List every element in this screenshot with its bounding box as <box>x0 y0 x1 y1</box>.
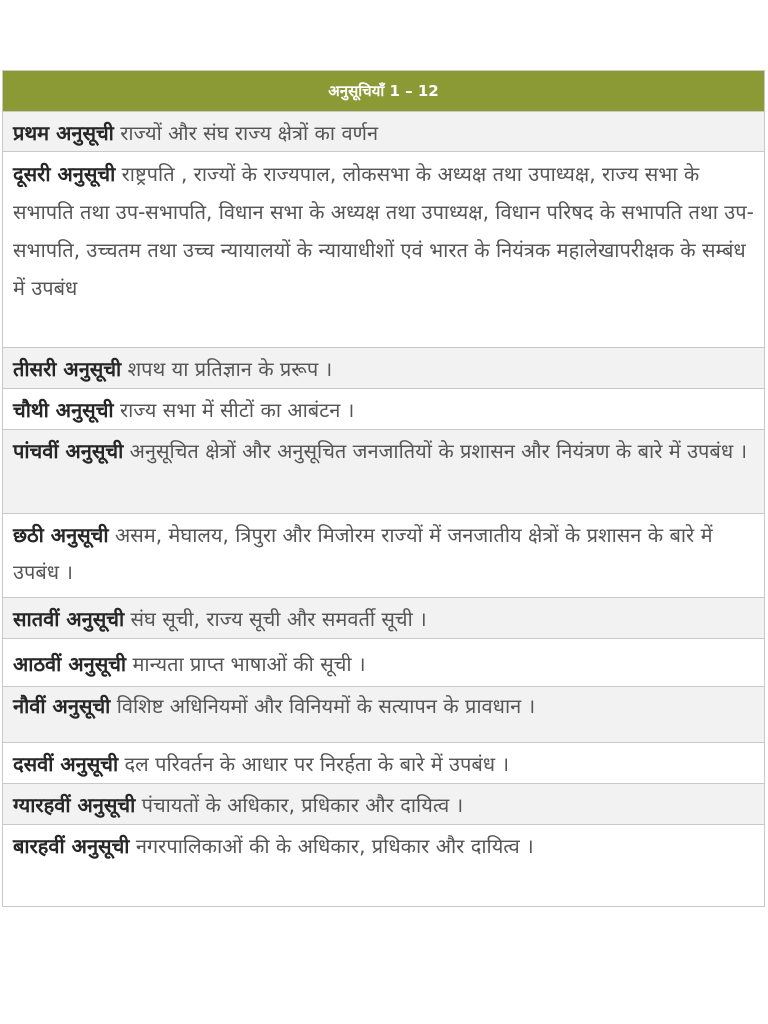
schedule-name: छठी अनुसूची <box>13 523 109 547</box>
schedule-rows <box>3 112 764 906</box>
schedule-description: अनुसूचित क्षेत्रों और अनुसूचित जनजातियों के प्रशासन और नियंत्रण के बारे में उपबंध । <box>129 439 748 463</box>
schedule-row <box>3 639 764 687</box>
schedule-name: बारहवीं अनुसूची <box>13 834 130 858</box>
schedule-description: दल परिवर्तन के आधार पर निरर्हता के बारे में उपबंध । <box>124 752 510 776</box>
schedule-description: नगरपालिकाओं की के अधिकार, प्रधिकार और दायित्व । <box>135 834 534 858</box>
schedule-row <box>3 598 764 639</box>
schedule-row <box>3 514 764 598</box>
schedule-description: शपथ या प्रतिज्ञान के प्ररूप । <box>127 357 333 381</box>
schedule-name: पांचवीं अनुसूची <box>13 439 124 463</box>
schedule-description: राष्ट्रपति , राज्यों के राज्यपाल, लोकसभा के अध्यक्ष तथा उपाध्यक्ष, राज्य सभा के सभापति तथा उप-सभापति, विधान सभा के अध्यक्ष तथा उपाध्यक्ष, विधान परिषद के सभापति तथा उप-सभापति, उच्चतम तथा उच्च न्यायालयों के न्यायाधीशों एवं भारत के नियंत्रक महालेखापरीक्षक के सम्बंध में उपबंध <box>13 162 754 300</box>
table-title: अनुसूचियाँ 1 – 12 <box>328 82 439 100</box>
schedule-row <box>3 687 764 743</box>
schedule-description: पंचायतों के अधिकार, प्रधिकार और दायित्व । <box>141 793 464 817</box>
schedule-name: आठवीं अनुसूची <box>13 652 127 676</box>
schedule-name: ग्यारहवीं अनुसूची <box>13 793 136 817</box>
schedule-row <box>3 825 764 906</box>
schedule-description: मान्यता प्राप्त भाषाओं की सूची । <box>132 652 366 676</box>
schedule-row <box>3 152 764 348</box>
schedule-row <box>3 430 764 514</box>
schedule-description: संघ सूची, राज्य सूची और समवर्ती सूची । <box>130 607 427 631</box>
schedule-name: दसवीं अनुसूची <box>13 752 119 776</box>
schedule-description: विशिष्ट अधिनियमों और विनियमों के सत्यापन के प्रावधान । <box>116 694 536 718</box>
schedule-description: असम, मेघालय, त्रिपुरा और मिजोरम राज्यों में जनजातीय क्षेत्रों के प्रशासन के बारे में उपबंध । <box>13 523 713 584</box>
table-header <box>3 71 764 112</box>
schedule-row <box>3 112 764 152</box>
schedule-name: दूसरी अनुसूची <box>13 162 116 186</box>
schedules-table <box>2 70 765 907</box>
schedule-row <box>3 784 764 825</box>
schedule-name: तीसरी अनुसूची <box>13 357 122 381</box>
schedule-description: राज्य सभा में सीटों का आबंटन । <box>119 398 355 422</box>
schedule-name: सातवीं अनुसूची <box>13 607 125 631</box>
schedule-name: प्रथम अनुसूची <box>13 121 114 145</box>
schedule-description: राज्यों और संघ राज्य क्षेत्रों का वर्णन <box>120 121 379 145</box>
schedule-name: नौवीं अनुसूची <box>13 694 111 718</box>
schedule-row <box>3 348 764 389</box>
schedule-row <box>3 389 764 430</box>
schedule-name: चौथी अनुसूची <box>13 398 114 422</box>
schedule-row <box>3 743 764 784</box>
